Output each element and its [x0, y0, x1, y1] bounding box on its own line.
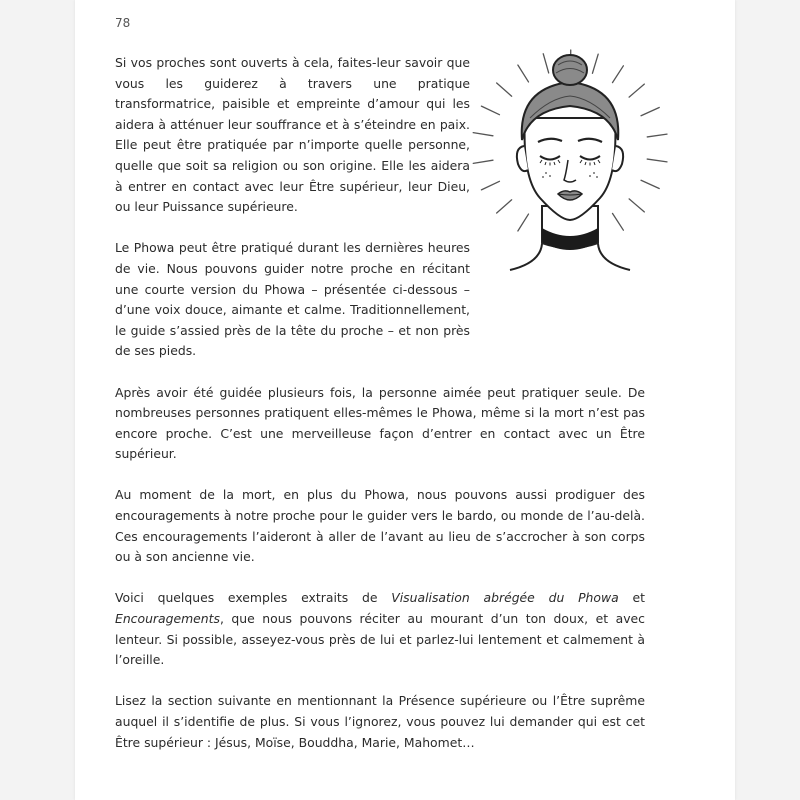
ray-line [647, 134, 667, 137]
paragraph-2: Le Phowa peut être pratiqué durant les dernières heures de vie. Nous pouvons guider notre proche en récitant une courte version du Phowa – présentée ci-dessous – d’une voix douce, aimante et calme. Traditionnellement, le guide s’assied près de la tête du proche – et non près de ses pieds. [115, 240, 470, 359]
paragraph-4: Au moment de la mort, en plus du Phowa, nous pouvons aussi prodiguer des encouragements à notre proche pour le guider vers le bardo, ou monde de l’au-delà. Ces encouragements l’aideront à aller de l’avant au lieu de s’accrocher à son corps ou à son ancienne vie. [115, 487, 645, 565]
body-text [115, 53, 645, 774]
title-visualisation: Visualisation abrégée du Phowa [391, 590, 619, 606]
paragraph-5-rest: , que nous pouvons réciter au mourant d’un ton doux, et avec lenteur. Si possible, asseyez-vous près de lui et parlez-lui lentement et calmement à l’oreille. [115, 611, 645, 668]
page-number: 78 [115, 16, 131, 30]
paragraph-5-intro: Voici quelques exemples extraits de [115, 590, 392, 606]
title-encouragements: Encouragements [115, 611, 220, 627]
paragraph-6: Lisez la section suivante en mentionnant la Présence supérieure ou l’Être suprême auquel il s’identifie de plus. Si vous l’ignorez, vous pouvez lui demander qui est cet Être supérieur : Jésus, Moïse, Bouddha, Marie, Mahomet… [115, 693, 645, 750]
ray-line [647, 159, 667, 162]
paragraph-5-mid: et [618, 590, 645, 606]
paragraph-5 [115, 588, 645, 670]
paragraph-3: Après avoir été guidée plusieurs fois, la personne aimée peut pratiquer seule. De nombreuses personnes pratiquent elles-mêmes le Phowa, même si la mort n’est pas encore proche. C’est une merveilleuse façon d’entrer en contact avec un Être supérieur. [115, 384, 645, 462]
paragraph-1: Si vos proches sont ouverts à cela, faites-leur savoir que vous les guiderez à travers une pratique transformatrice, paisible et empreinte d’amour qui les aidera à atténuer leur souffrance et à s’éteindre en paix. Elle peut être pratiquée par n’importe quelle personne, quelle que soit sa religion ou son origine. Elle les aidera à entrer en contact avec leur Être supérieur, leur Dieu, ou leur Puissance supérieure. [115, 55, 470, 215]
